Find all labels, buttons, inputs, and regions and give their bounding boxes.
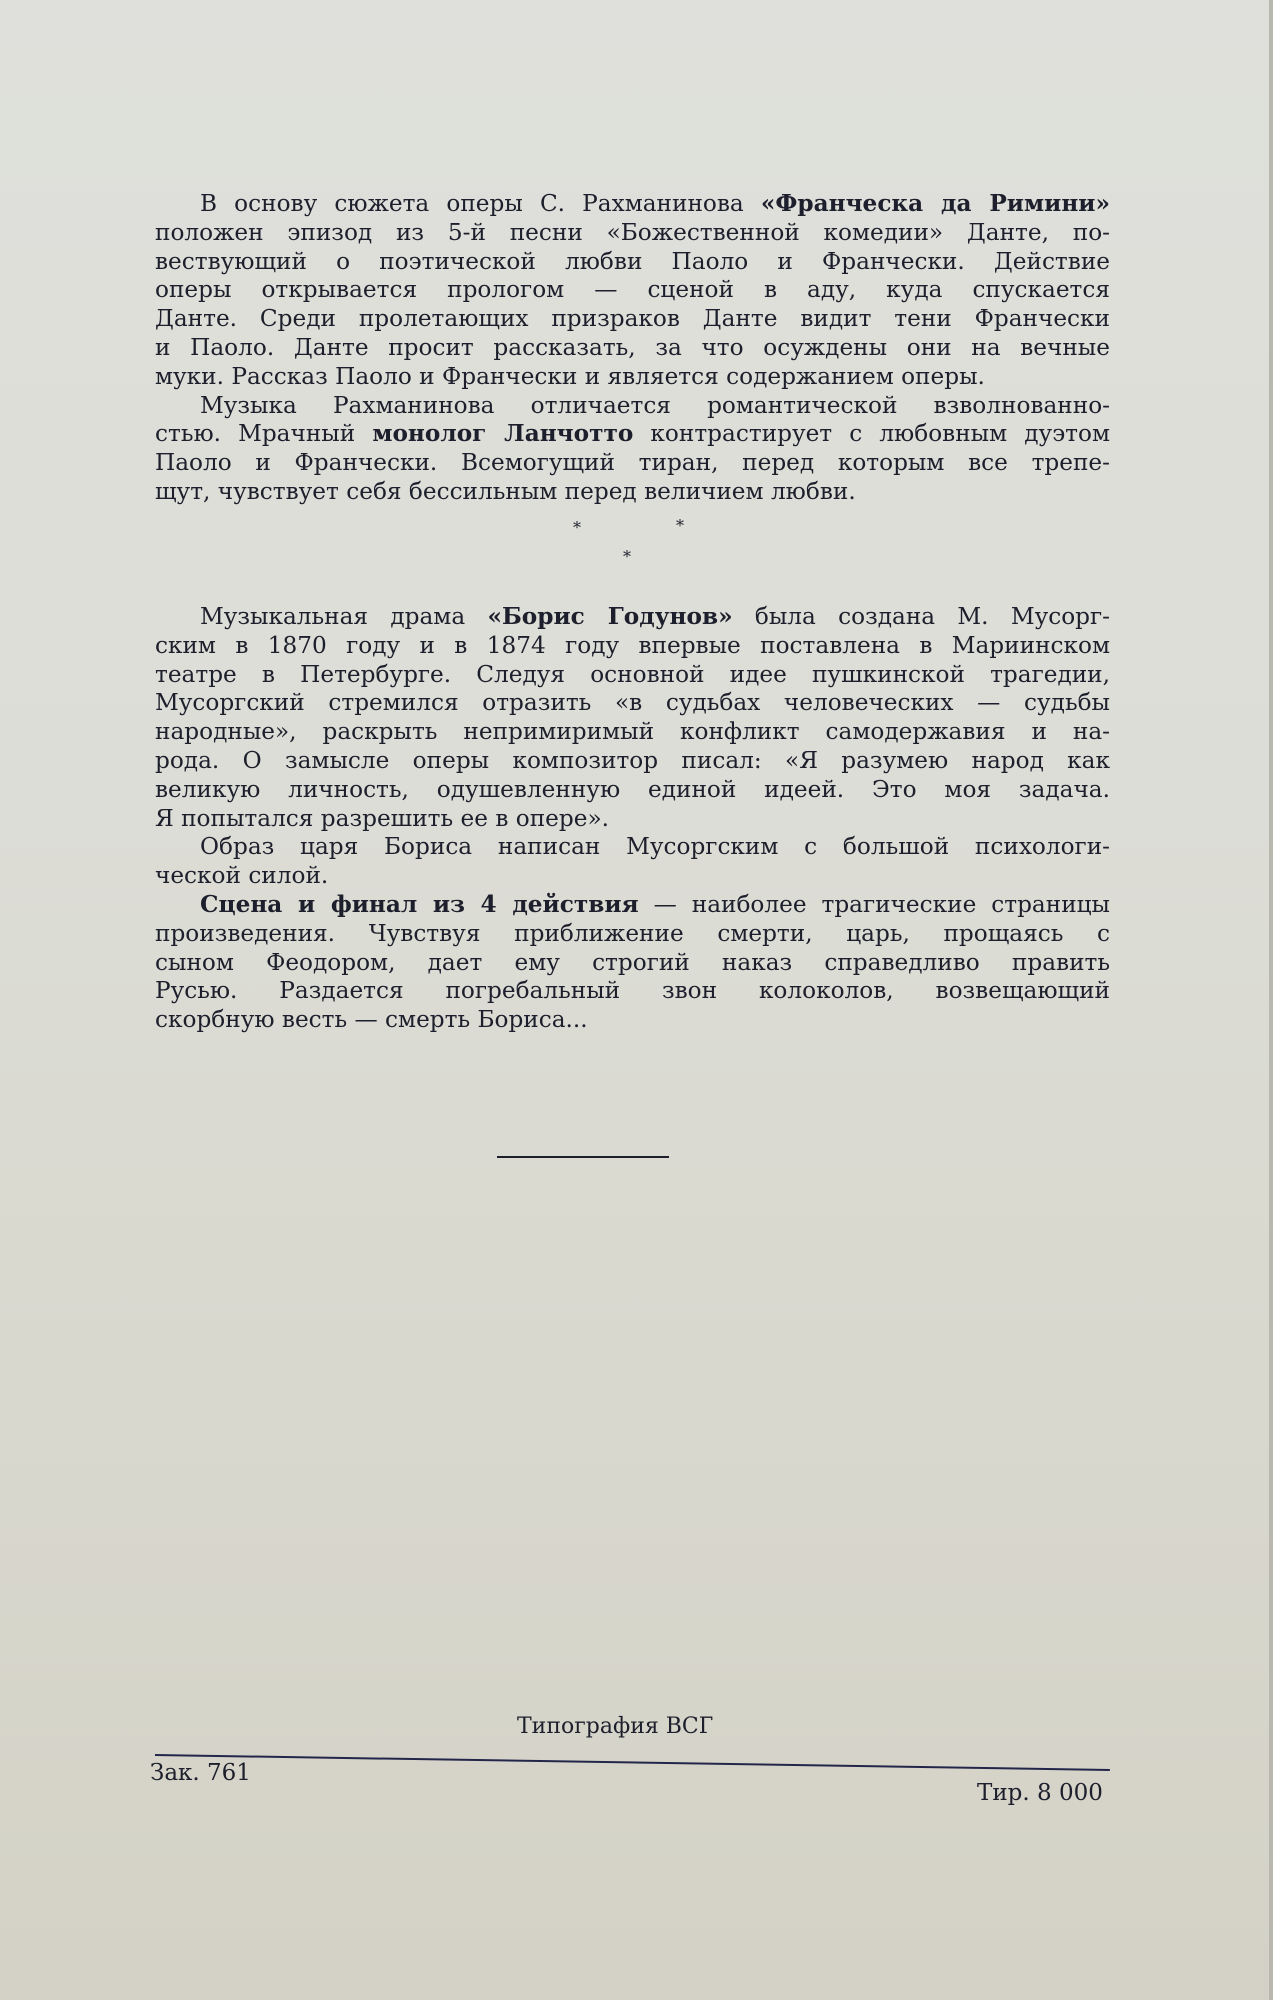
- text-line: Русью. Раздается погребальный звон колоколов, возвещающий: [155, 977, 1110, 1005]
- paragraph: [155, 603, 1110, 833]
- text-line: В основу сюжета оперы С. Рахманинова «Франческа да Римини»: [200, 190, 1110, 217]
- text-line: Сцена и финал из 4 действия — наиболее трагические страницы: [200, 890, 1111, 918]
- text-line: оперы открывается прологом — сценой в аду, куда спускается: [155, 276, 1110, 304]
- text-line: стью. Мрачный монолог Ланчотто контрастирует с любовным дуэтом: [155, 420, 1111, 448]
- text-line: Мусоргский стремился отразить «в судьбах человеческих — судьбы: [155, 689, 1110, 717]
- paragraph: [155, 833, 1110, 891]
- separator-star: *: [623, 547, 631, 566]
- paragraph: [155, 190, 1110, 392]
- text-line: народные», раскрыть непримиримый конфликт самодержавия и на-: [155, 718, 1110, 746]
- text-line: вествующий о поэтической любви Паоло и Франчески. Действие: [155, 247, 1110, 275]
- printer-imprint: Типография ВСГ: [517, 1714, 714, 1739]
- separator-star: *: [573, 518, 581, 537]
- section-boris-godunov: [155, 603, 1110, 1035]
- text-line: Я попытался разрешить ее в опере».: [155, 804, 610, 832]
- text-line: и Паоло. Данте просит рассказать, за что осуждены они на вечные: [155, 333, 1110, 361]
- text-line: Музыка Рахманинова отличается романтической взволнованно-: [200, 391, 1110, 419]
- paper-edge: [1269, 0, 1273, 2000]
- text-line: Паоло и Франчески. Всемогущий тиран, перед которым все трепе-: [155, 449, 1110, 477]
- bold-title: Сцена и финал из 4 действия: [200, 890, 639, 918]
- order-number: Зак. 761: [150, 1760, 251, 1786]
- text-line: сыном Феодором, дает ему строгий наказ справедливо править: [155, 948, 1110, 976]
- text-line: ческой силой.: [155, 862, 329, 890]
- text-line: скорбную весть — смерть Бориса...: [155, 1006, 588, 1034]
- bold-title: «Борис Годунов»: [487, 603, 733, 630]
- text-line: муки. Рассказ Паоло и Франчески и является содержанием оперы.: [155, 362, 985, 390]
- separator-star: *: [676, 516, 684, 535]
- section-francesca: [155, 190, 1110, 507]
- bold-title: монолог Ланчотто: [372, 420, 634, 448]
- text-line: Музыкальная драма «Борис Годунов» была создана М. Мусорг-: [200, 603, 1110, 630]
- text-line: щут, чувствует себя бессильным перед величием любви.: [155, 477, 856, 505]
- end-rule: [497, 1156, 669, 1158]
- paragraph: [155, 392, 1110, 507]
- print-run: Тир. 8 000: [977, 1780, 1103, 1806]
- text-line: Образ царя Бориса написан Мусоргским с большой психологи-: [200, 833, 1110, 861]
- text-line: великую личность, одушевленную единой идеей. Это моя задача.: [155, 775, 1110, 803]
- text-line: Данте. Среди пролетающих призраков Данте видит тени Франчески: [155, 305, 1110, 333]
- bold-title: «Франческа да Римини»: [760, 190, 1110, 217]
- text-line: произведения. Чувствуя приближение смерти, царь, прощаясь с: [155, 919, 1110, 947]
- paragraph: [155, 891, 1110, 1035]
- text-line: рода. О замысле оперы композитор писал: «Я разумею народ как: [155, 746, 1110, 774]
- footer-rule: [155, 1754, 1110, 1771]
- text-line: ским в 1870 году и в 1874 году впервые поставлена в Мариинском: [155, 631, 1110, 659]
- text-line: положен эпизод из 5-й песни «Божественной комедии» Данте, по-: [155, 218, 1110, 246]
- text-line: театре в Петербурге. Следуя основной идее пушкинской трагедии,: [155, 660, 1110, 688]
